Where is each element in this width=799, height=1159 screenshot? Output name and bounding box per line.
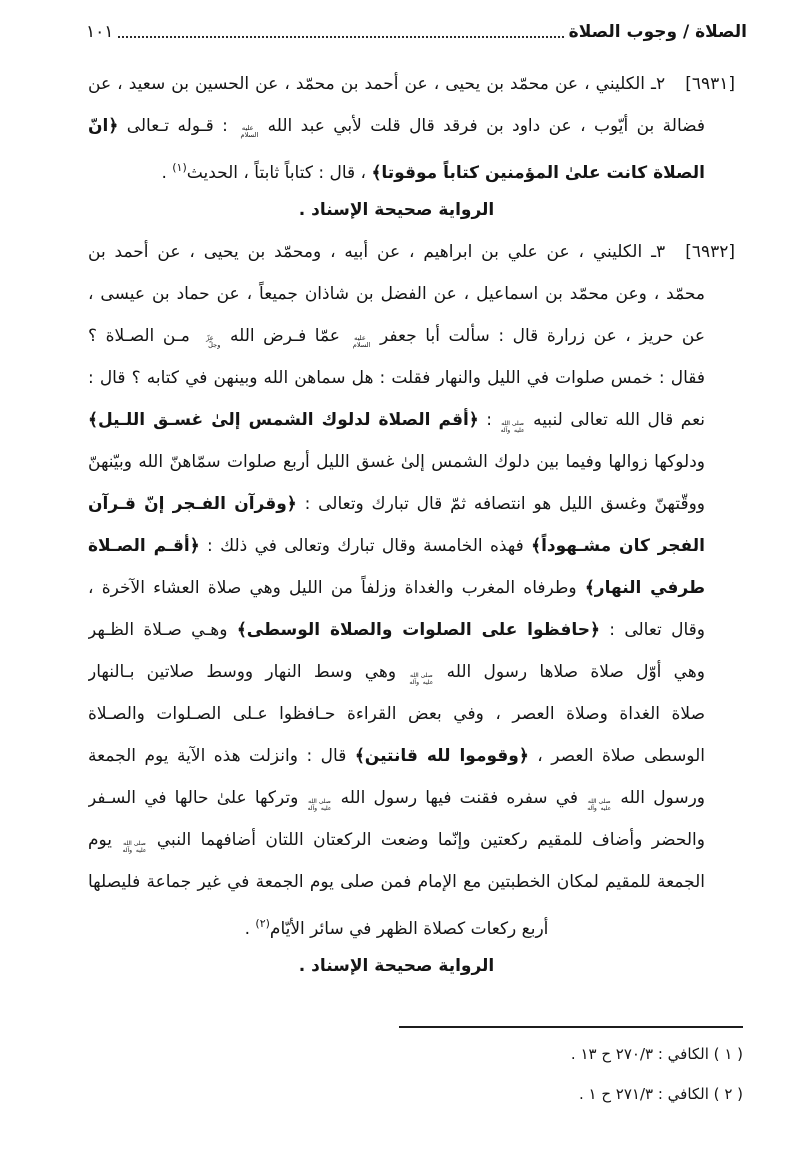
footnote-item: ( ١ ) الكافي : ٢٧٠/٣ ح ١٣ .	[570, 1045, 743, 1063]
text-line	[88, 273, 705, 315]
entry-first-line	[88, 63, 735, 105]
text-line	[88, 105, 705, 147]
honorific-mark: صلى الله عليه وآله	[122, 840, 147, 854]
entry-first-line	[88, 231, 735, 273]
text-segment: أربع ركعات كصلاة الظهر في سائر الأيّام	[269, 919, 549, 939]
text-line	[88, 693, 705, 735]
hadith-number-bracket: [٦٩٣١]	[685, 74, 735, 94]
footnote-item: ( ٢ ) الكافي : ٢٧١/٣ ح ١ .	[578, 1085, 743, 1103]
text-segment: فهذه الخامسة وقال تبارك وتعالى في ذلك :	[199, 536, 532, 556]
text-line	[88, 903, 705, 945]
text-segment: ٢ـ الكليني ، عن محمّد بن يحيى ، عن أحمد بن محمّد ، عن الحسين بن سعيد ، عن	[88, 74, 666, 94]
text-segment: مـن الصـلاة ؟	[88, 326, 199, 346]
honorific-mark: صلى الله عليه وآله	[587, 798, 612, 812]
text-segment: ووقّتهنّ وغسق الليل هو انتصافه ثمّ قال تبارك وتعالى :	[296, 494, 705, 514]
text-segment: قال : وانزلت هذه الآية يوم الجمعة	[88, 746, 355, 766]
text-segment: الجمعة للمقيم لمكان الخطبتين مع الإمام فمن صلى يوم الجمعة في غير جماعة فليصلها	[88, 872, 705, 892]
hadith-entry	[88, 231, 735, 987]
text-segment: :	[478, 410, 500, 430]
text-line	[88, 651, 705, 693]
text-segment: ودلوكها زوالها وفيما بين دلوك الشمس إلىٰ غسق الليل أربع صلوات سمّاهنّ الله وبيّنهنّ	[88, 452, 705, 472]
body-text	[0, 63, 799, 987]
text-line	[88, 777, 705, 819]
quran-quote-segment: ﴿وقوموا لله قانتين﴾	[354, 746, 529, 766]
honorific-mark: عليه السلام	[240, 123, 259, 139]
text-line	[88, 399, 705, 441]
text-line	[88, 861, 705, 903]
footnote-marker: (١)	[172, 161, 187, 174]
text-segment: يوم	[88, 830, 122, 850]
text-segment: والحضر وأضاف للمقيم ركعتين وإنّما وضعت الركعتان اللتان أضافهما النبي	[147, 830, 705, 850]
honorific-mark: صلى الله عليه وآله	[409, 672, 434, 686]
quran-quote-segment: الرواية صحيحة الإسناد .	[298, 956, 495, 976]
quran-quote-segment: ﴿انّ	[88, 116, 119, 136]
text-segment: نعم قال الله تعالى لنبيه	[525, 410, 705, 430]
text-segment: وهـي صـلاة الظـهر	[88, 620, 237, 640]
hadith-entry	[88, 63, 735, 231]
text-line	[88, 357, 705, 399]
quran-quote-segment: ﴿أقـم الصـلاة	[88, 536, 200, 556]
text-segment: محمّد ، وعن محمّد بن اسماعيل ، عن الفضل بن شاذان جميعاً ، عن حماد بن عيسى ،	[88, 284, 705, 304]
text-segment: وهي أوّل صلاة صلاها رسول الله	[434, 662, 705, 682]
text-line	[88, 945, 705, 987]
quran-quote-segment: الصلاة كانت علىٰ المؤمنين كتاباً موقوتا﴾	[371, 163, 705, 183]
quran-quote-segment: ﴿حافظوا على الصلوات والصلاة الوسطى﴾	[236, 620, 600, 640]
hadith-number-bracket: [٦٩٣٢]	[685, 242, 735, 262]
dot-leader	[118, 35, 563, 38]
text-segment: في سفره فقنت فيها رسول الله	[332, 788, 587, 808]
text-segment: وهي وسط النهار ووسط صلاتين بـالنهار	[88, 662, 409, 682]
text-line	[88, 819, 705, 861]
honorific-mark: عزّ وجلّ	[206, 333, 221, 349]
quran-quote-segment: الفجر كان مشـهوداً﴾	[531, 536, 705, 556]
text-segment: عن حريز ، عن زرارة قال : سألت أبا جعفر	[371, 326, 705, 346]
text-segment: ٣ـ الكليني ، عن علي بن ابراهيم ، عن أبيه ، ومحمّد بن يحيى ، عن أحمد بن	[88, 242, 666, 262]
quran-quote-segment: ﴿أقم الصلاة لدلوك الشمس إلىٰ غسـق اللـيل﴾	[88, 410, 479, 430]
footnote-separator	[399, 1026, 743, 1028]
text-line	[88, 147, 705, 189]
text-line	[88, 735, 705, 777]
text-line	[88, 609, 705, 651]
quran-quote-segment: الرواية صحيحة الإسناد .	[298, 200, 495, 220]
text-segment: عمّا فـرض الله	[221, 326, 349, 346]
footnote-lines	[0, 1034, 799, 1114]
text-segment: فقال : خمس صلوات في الليل والنهار فقلت : هل سماهن الله وبينهن في كتابه ؟ قال :	[88, 368, 705, 388]
running-head	[0, 0, 799, 42]
text-segment: وطرفاه المغرب والغداة وزلفاً من الليل وهي صلاة العشاء الآخرة ،	[88, 578, 585, 598]
footnotes-section	[0, 1026, 799, 1114]
chapter-title: الصلاة / وجوب الصلاة	[568, 22, 747, 42]
text-segment: صلاة الغداة وصلاة العصر ، وفي بعض القراءة حـافظوا عـلى الصـلوات والصـلاة	[88, 704, 705, 724]
text-segment: وتركها علىٰ حالها في السـفر	[88, 788, 307, 808]
text-line	[88, 567, 705, 609]
text-segment: ، قال : كتاباً ثابتاً ، الحديث	[186, 163, 372, 183]
honorific-mark: عليه السلام	[352, 333, 371, 349]
text-segment: وقال تعالى :	[599, 620, 705, 640]
footnote-marker: (٢)	[255, 917, 270, 930]
text-segment: .	[244, 919, 256, 939]
text-line	[88, 483, 705, 525]
text-segment: فضالة بن أيّوب ، عن داود بن فرقد قال قلت لأبي عبد الله	[259, 116, 705, 136]
text-line	[88, 441, 705, 483]
text-line	[88, 525, 705, 567]
text-segment: ورسول الله	[612, 788, 705, 808]
text-segment: الوسطى صلاة العصر ،	[528, 746, 705, 766]
quran-quote-segment: طرفي النهار﴾	[584, 578, 705, 598]
text-line	[88, 315, 705, 357]
text-line	[88, 189, 705, 231]
text-segment: .	[161, 163, 173, 183]
quran-quote-segment: ﴿وقرآن الفـجر إنّ قـرآن	[88, 494, 297, 514]
honorific-mark: صلى الله عليه وآله	[500, 420, 525, 434]
honorific-mark: صلى الله عليه وآله	[307, 798, 332, 812]
page-number: ١٠١	[86, 22, 114, 42]
text-segment: : قـوله تـعالى	[118, 116, 237, 136]
